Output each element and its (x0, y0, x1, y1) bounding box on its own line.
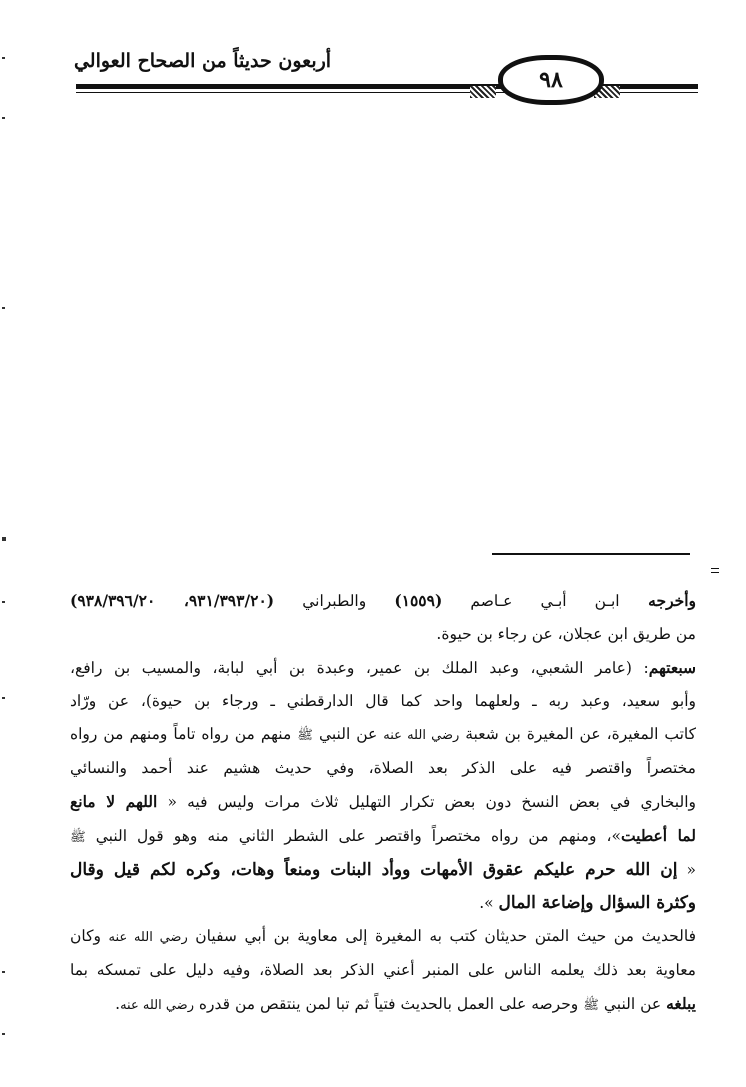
scan-mark (2, 601, 5, 603)
text-run: ». (479, 894, 499, 912)
text-run: . (115, 995, 121, 1013)
text-run: عن النبي (312, 725, 384, 743)
text-run: وأبو سعيد، وعبد ربه ـ ولعلهما واحد كما قال الدارقطني ـ ورجاء بن حيوة)، عن ورّاد (70, 692, 696, 710)
bold-phrase: وكثرة السؤال وإضاعة المال (498, 893, 696, 913)
text-run: : (عامر الشعبي، وعبد الملك بن عمير، وعبدة بن أبي لبابة، والمسيب بن رافع، (70, 659, 649, 677)
scan-mark (2, 537, 6, 541)
text-line (70, 987, 696, 1022)
text-line (70, 854, 696, 887)
text-run: عن النبي (598, 995, 667, 1013)
bold-phrase: إن الله حرم عليكم عقوق الأمهات ووأد البنات ومنعاً وهات، وكره لكم قيل وقال (70, 860, 678, 880)
text-run: منهم من رواه تاماً ومنهم من رواه (70, 725, 298, 743)
footnote-marker (711, 572, 719, 573)
text-run: معاوية بعد ذلك يعلمه الناس على المنبر أعني الذكر بعد الصلاة، وفيه دليل على تمسكه بما (70, 961, 696, 979)
text-line (70, 785, 696, 819)
bold-phrase: وأخرجه (619, 591, 696, 610)
scan-mark (2, 1033, 5, 1035)
text-line (70, 752, 696, 785)
text-line (70, 887, 696, 920)
text-run: « (677, 861, 696, 879)
scan-mark (2, 697, 5, 699)
scan-mark (2, 971, 5, 973)
text-line (70, 685, 696, 718)
text-line (70, 920, 696, 954)
bold-phrase: لما أعطيت (620, 826, 696, 845)
text-run: من طريق ابن عجلان، عن رجاء بن حيوة. (436, 625, 696, 643)
footnote-separator (492, 553, 690, 555)
honorific-symbol: ﷺ (70, 830, 86, 845)
text-line (70, 954, 696, 987)
text-line (70, 618, 696, 651)
bold-phrase: اللهم لا مانع (70, 792, 158, 811)
text-run: ابـن أبـي عـاصم (442, 592, 620, 610)
text-run: فالحديث من حيث المتن حديثان كتب به المغيرة إلى معاوية بن أبي سفيان (187, 927, 696, 945)
scan-mark (2, 307, 5, 309)
text-run: كاتب المغيرة، عن المغيرة بن شعبة (459, 725, 696, 743)
running-header-title: أربعون حديثاً من الصحاح العوالي (73, 50, 332, 72)
scan-mark (2, 57, 5, 59)
honorific-symbol: ﷺ (583, 998, 599, 1013)
text-run: وكان (70, 927, 109, 945)
text-run: وحرصه على العمل بالحديث فتياً ثم تبا لمن ينتقص من قدره (194, 995, 584, 1013)
page-number-badge (498, 55, 604, 105)
bold-phrase: يبلغه (666, 994, 696, 1013)
text-run: والبخاري في بعض النسخ دون بعض تكرار التهليل ثلاث مرات وليس فيه « (157, 793, 696, 811)
text-run: »، ومنهم من رواه مختصراً واقتصر على الشطر الثاني منه وهو قول النبي (85, 827, 621, 845)
text-run: والطبراني (274, 592, 395, 610)
text-line (70, 651, 696, 685)
honorific-symbol: رضي الله عنه (108, 930, 188, 945)
footnote-text (70, 584, 696, 1022)
text-line (70, 718, 696, 752)
text-line (70, 819, 696, 854)
text-run: مختصراً واقتصر فيه على الذكر بعد الصلاة، وفي حديث هشيم عند أحمد والنسائي (70, 759, 696, 777)
header-ornament-left (470, 86, 496, 98)
text-line (70, 584, 696, 618)
bold-phrase: (١٥٥٩) (394, 591, 443, 610)
footnote-marker (711, 568, 719, 569)
scan-mark (2, 117, 5, 119)
honorific-symbol: رضي الله عنه (120, 998, 194, 1013)
bold-phrase: سبعتهم (648, 658, 696, 677)
honorific-symbol: رضي الله عنه (383, 728, 460, 743)
honorific-symbol: ﷺ (297, 728, 313, 743)
page-number: ٩٨ (539, 67, 563, 93)
bold-phrase: (٩٣١/٣٩٣/٢٠، ٩٣٨/٣٩٦/٢٠) (70, 591, 275, 610)
